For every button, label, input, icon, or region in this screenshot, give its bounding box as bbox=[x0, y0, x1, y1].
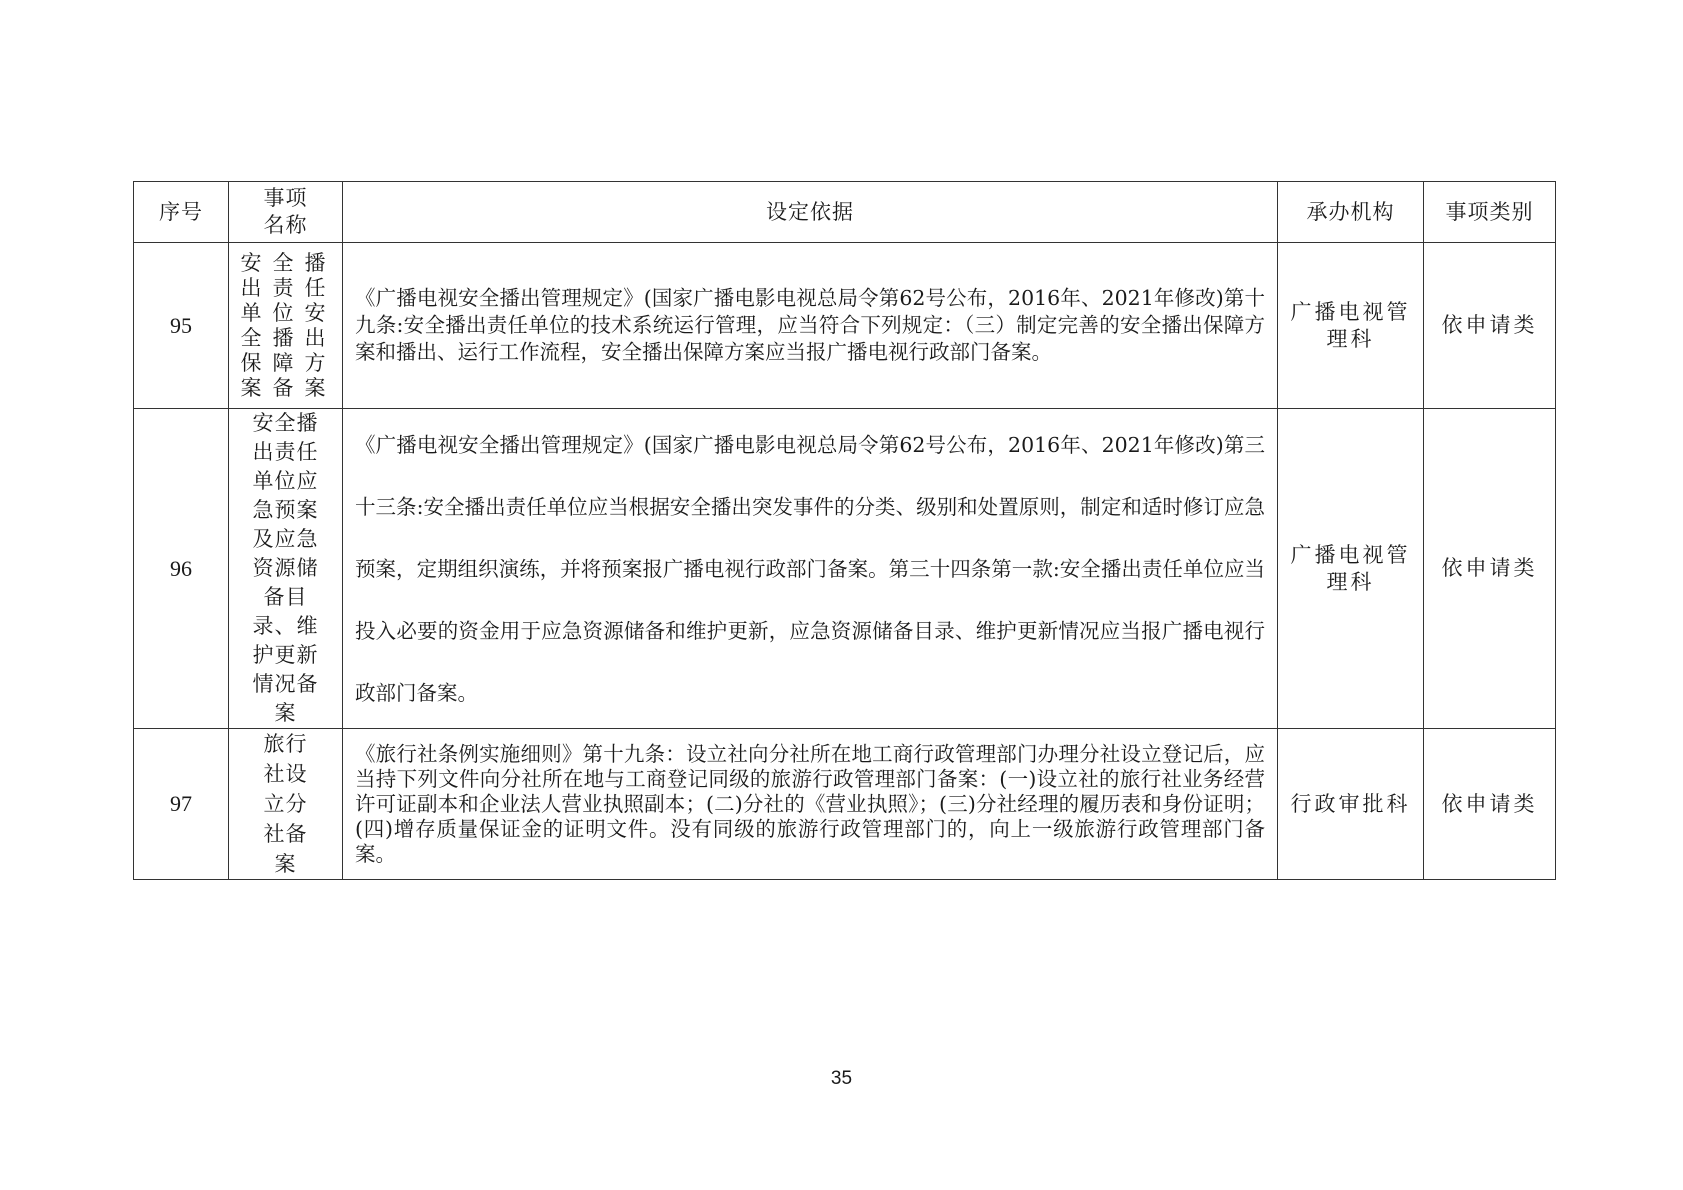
header-no: 序号 bbox=[134, 182, 229, 243]
header-basis: 设定依据 bbox=[343, 182, 1278, 243]
header-type: 事项类别 bbox=[1424, 182, 1556, 243]
item-type: 依申请类 bbox=[1424, 729, 1556, 880]
header-name: 事项名称 bbox=[229, 182, 343, 243]
item-basis: 《广播电视安全播出管理规定》(国家广播电影电视总局令第62号公布，2016年、2021年修改)第十九条:安全播出责任单位的技术系统运行管理，应当符合下列规定：（三）制定完善的安全播出保障方案和播出、运行工作流程，安全播出保障方案应当报广播电视行政部门备案。 bbox=[343, 243, 1278, 409]
row-number: 95 bbox=[134, 243, 229, 409]
items-table bbox=[133, 181, 1556, 880]
item-name: 安全播出责任单位应急预案及应急资源储备目录、维护更新情况备案 bbox=[229, 409, 343, 729]
table-header-row bbox=[134, 182, 1556, 243]
header-org: 承办机构 bbox=[1278, 182, 1424, 243]
item-type: 依申请类 bbox=[1424, 409, 1556, 729]
item-org: 广播电视管理科 bbox=[1278, 243, 1424, 409]
row-number: 96 bbox=[134, 409, 229, 729]
item-org: 行政审批科 bbox=[1278, 729, 1424, 880]
item-basis: 《广播电视安全播出管理规定》(国家广播电影电视总局令第62号公布，2016年、2021年修改)第三十三条:安全播出责任单位应当根据安全播出突发事件的分类、级别和处置原则，制定和适时修订应急预案，定期组织演练，并将预案报广播电视行政部门备案。第三十四条第一款:安全播出责任单位应当投入必要的资金用于应急资源储备和维护更新，应急资源储备目录、维护更新情况应当报广播电视行政部门备案。 bbox=[343, 409, 1278, 729]
item-name: 旅行社设立分社备案 bbox=[229, 729, 343, 880]
item-org: 广播电视管理科 bbox=[1278, 409, 1424, 729]
item-name: 安全播出责任单位安全播出保障方案备案 bbox=[229, 243, 343, 409]
page-number: 35 bbox=[830, 1068, 853, 1089]
item-basis: 《旅行社条例实施细则》第十九条：设立社向分社所在地工商行政管理部门办理分社设立登记后，应当持下列文件向分社所在地与工商登记同级的旅游行政管理部门备案：(一)设立社的旅行社业务经营许可证副本和企业法人营业执照副本；(二)分社的《营业执照》；(三)分社经理的履历表和身份证明；(四)增存质量保证金的证明文件。没有同级的旅游行政管理部门的，向上一级旅游行政管理部门备案。 bbox=[343, 729, 1278, 880]
item-type: 依申请类 bbox=[1424, 243, 1556, 409]
table-row bbox=[134, 409, 1556, 729]
table-row bbox=[134, 243, 1556, 409]
table-row bbox=[134, 729, 1556, 880]
row-number: 97 bbox=[134, 729, 229, 880]
